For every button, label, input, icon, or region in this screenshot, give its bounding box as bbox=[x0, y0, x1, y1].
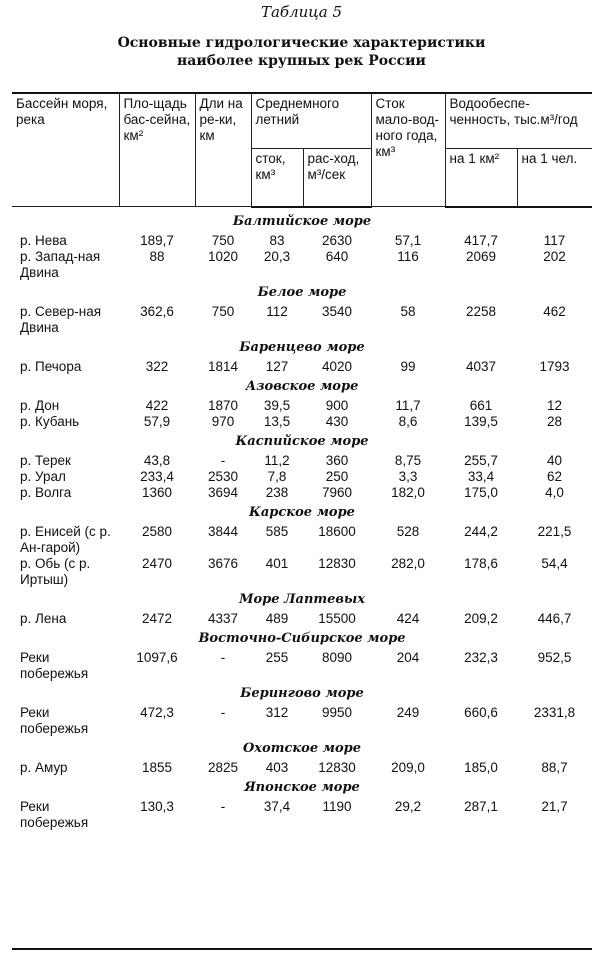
cell-river: р. Кубань bbox=[20, 413, 80, 429]
cell-per-person: 117 bbox=[543, 232, 566, 248]
cell-low: 8,75 bbox=[394, 452, 422, 468]
cell-per-km2: 139,5 bbox=[464, 413, 498, 429]
sea-group-header bbox=[12, 682, 592, 705]
sea-name: Балтийское море bbox=[232, 213, 372, 229]
table-row bbox=[12, 453, 592, 469]
table-row bbox=[12, 233, 592, 249]
cell-discharge: 9950 bbox=[321, 704, 353, 720]
cell-river: Реки побережья bbox=[20, 704, 89, 736]
cell-per-km2: 2069 bbox=[465, 248, 497, 264]
cell-discharge: 250 bbox=[325, 468, 349, 484]
cell-flow: 255 bbox=[265, 649, 289, 665]
sea-group-header bbox=[12, 207, 592, 233]
cell-low: 57,1 bbox=[394, 232, 422, 248]
header-area: Пло-щадь бас-сейна, км² bbox=[119, 93, 195, 207]
sea-name: Охотское море bbox=[242, 740, 362, 756]
sea-name: Белое море bbox=[257, 284, 347, 300]
cell-per-km2: 4037 bbox=[465, 358, 497, 374]
cell-area: 322 bbox=[145, 358, 169, 374]
cell-river: р. Север-ная Двина bbox=[20, 303, 102, 335]
cell-flow: 11,2 bbox=[264, 452, 290, 468]
cell-flow: 39,5 bbox=[263, 397, 291, 413]
sea-group-header bbox=[12, 336, 592, 359]
header-low-year: Сток мало-вод-ного года, км³ bbox=[371, 93, 445, 207]
cell-length: 1814 bbox=[207, 358, 239, 374]
sea-group-header bbox=[12, 588, 592, 611]
table-row bbox=[12, 650, 592, 682]
cell-low: 58 bbox=[400, 303, 416, 319]
cell-flow: 401 bbox=[265, 555, 289, 571]
cell-flow: 312 bbox=[265, 704, 289, 720]
header-water-supply: Водообеспе-ченность, тыс.м³/год bbox=[445, 93, 592, 149]
cell-length: 3844 bbox=[207, 523, 239, 539]
cell-discharge: 430 bbox=[325, 413, 349, 429]
cell-discharge: 15500 bbox=[318, 610, 356, 626]
cell-per-km2: 209,2 bbox=[464, 610, 498, 626]
header-per-km2: на 1 км² bbox=[445, 149, 517, 207]
cell-river: р. Енисей (с р. Ан-гарой) bbox=[20, 523, 111, 555]
cell-area: 2472 bbox=[141, 610, 173, 626]
cell-river: р. Лена bbox=[20, 610, 67, 626]
cell-flow: 83 bbox=[269, 232, 285, 248]
cell-length: - bbox=[220, 649, 226, 665]
cell-per-km2: 287,1 bbox=[464, 798, 498, 814]
bottom-rule bbox=[12, 948, 592, 950]
cell-low: 182,0 bbox=[391, 484, 425, 500]
table-row bbox=[12, 304, 592, 336]
cell-per-km2: 660,6 bbox=[464, 704, 498, 720]
cell-per-person: 28 bbox=[547, 413, 563, 429]
cell-flow: 13,5 bbox=[263, 413, 291, 429]
table-row bbox=[12, 414, 592, 430]
cell-length: 970 bbox=[211, 413, 235, 429]
table-row bbox=[12, 611, 592, 627]
cell-length: - bbox=[220, 798, 226, 814]
table-row bbox=[12, 705, 592, 737]
cell-flow: 37,4 bbox=[263, 798, 291, 814]
header-discharge: рас-ход, м³/сек bbox=[303, 149, 371, 207]
table-row bbox=[12, 398, 592, 414]
cell-area: 362,6 bbox=[140, 303, 174, 319]
cell-low: 249 bbox=[396, 704, 420, 720]
cell-per-km2: 417,7 bbox=[464, 232, 498, 248]
cell-river: Реки побережья bbox=[20, 649, 89, 681]
cell-flow: 7,8 bbox=[267, 468, 287, 484]
cell-river: р. Терек bbox=[20, 452, 71, 468]
header-mean-annual: Среднемного летний bbox=[251, 93, 371, 149]
table-title bbox=[0, 34, 603, 70]
cell-per-km2: 185,0 bbox=[464, 759, 498, 775]
cell-river: р. Амур bbox=[20, 759, 68, 775]
sea-name: Азовское море bbox=[245, 378, 359, 394]
cell-length: 750 bbox=[211, 232, 235, 248]
cell-per-person: 1793 bbox=[539, 358, 570, 374]
table-row bbox=[12, 469, 592, 485]
sea-group-header bbox=[12, 430, 592, 453]
cell-discharge: 2630 bbox=[321, 232, 353, 248]
cell-low: 99 bbox=[400, 358, 416, 374]
table-body bbox=[12, 207, 592, 831]
cell-per-person: 88,7 bbox=[541, 759, 568, 775]
cell-per-person: 54,4 bbox=[541, 555, 568, 571]
header-length: Дли на ре-ки, км bbox=[195, 93, 251, 207]
cell-discharge: 12830 bbox=[318, 555, 356, 571]
cell-length: 1020 bbox=[207, 248, 239, 264]
cell-area: 422 bbox=[145, 397, 169, 413]
cell-discharge: 4020 bbox=[321, 358, 353, 374]
cell-flow: 112 bbox=[266, 303, 288, 319]
header-per-person: на 1 чел. bbox=[517, 149, 592, 207]
sea-group-header bbox=[12, 281, 592, 304]
cell-river: р. Волга bbox=[20, 484, 72, 500]
cell-per-person: 446,7 bbox=[537, 610, 572, 626]
cell-discharge: 640 bbox=[325, 248, 349, 264]
cell-per-person: 221,5 bbox=[537, 523, 572, 539]
cell-river: р. Обь (с р. Иртыш) bbox=[20, 555, 91, 587]
cell-area: 1360 bbox=[141, 484, 173, 500]
cell-discharge: 360 bbox=[325, 452, 349, 468]
cell-flow: 585 bbox=[265, 523, 289, 539]
cell-low: 528 bbox=[396, 523, 420, 539]
cell-discharge: 18600 bbox=[318, 523, 356, 539]
cell-per-km2: 178,6 bbox=[464, 555, 498, 571]
cell-per-km2: 33,4 bbox=[467, 468, 495, 484]
cell-discharge: 900 bbox=[325, 397, 349, 413]
cell-area: 189,7 bbox=[140, 232, 174, 248]
cell-flow: 403 bbox=[265, 759, 289, 775]
cell-per-person: 4,0 bbox=[545, 484, 564, 500]
cell-area: 1097,6 bbox=[136, 649, 178, 665]
table-row bbox=[12, 524, 592, 556]
table-row bbox=[12, 359, 592, 375]
cell-area: 1855 bbox=[141, 759, 173, 775]
cell-per-person: 21,7 bbox=[541, 798, 568, 814]
cell-per-person: 462 bbox=[543, 303, 566, 319]
cell-low: 209,0 bbox=[391, 759, 425, 775]
cell-low: 424 bbox=[396, 610, 420, 626]
cell-per-km2: 232,3 bbox=[464, 649, 498, 665]
cell-length: 2530 bbox=[207, 468, 239, 484]
cell-discharge: 7960 bbox=[321, 484, 353, 500]
table-row bbox=[12, 556, 592, 588]
sea-name: Японское море bbox=[244, 779, 360, 795]
cell-river: р. Урал bbox=[20, 468, 66, 484]
cell-length: 1870 bbox=[207, 397, 239, 413]
cell-per-km2: 244,2 bbox=[464, 523, 498, 539]
cell-length: - bbox=[220, 704, 226, 720]
sea-group-header bbox=[12, 737, 592, 760]
cell-low: 11,7 bbox=[395, 397, 421, 413]
sea-group-header bbox=[12, 776, 592, 799]
cell-area: 472,3 bbox=[140, 704, 174, 720]
cell-area: 233,4 bbox=[140, 468, 174, 484]
cell-area: 130,3 bbox=[140, 798, 174, 814]
cell-low: 29,2 bbox=[394, 798, 422, 814]
cell-per-person: 2331,8 bbox=[533, 704, 576, 720]
hydrology-table bbox=[12, 92, 592, 831]
cell-length: 750 bbox=[211, 303, 235, 319]
sea-group-header bbox=[12, 375, 592, 398]
cell-area: 2470 bbox=[141, 555, 173, 571]
sea-name: Карское море bbox=[249, 504, 355, 520]
cell-per-person: 40 bbox=[547, 452, 563, 468]
table-row bbox=[12, 485, 592, 501]
cell-low: 8,6 bbox=[398, 413, 418, 429]
header-flow: сток, км³ bbox=[251, 149, 303, 207]
cell-per-km2: 175,0 bbox=[464, 484, 498, 500]
cell-length: 2825 bbox=[207, 759, 239, 775]
cell-area: 88 bbox=[149, 248, 165, 264]
cell-area: 2580 bbox=[141, 523, 173, 539]
cell-low: 3,3 bbox=[398, 468, 418, 484]
sea-name: Море Лаптевых bbox=[239, 591, 365, 607]
table-row bbox=[12, 760, 592, 776]
cell-low: 116 bbox=[397, 248, 419, 264]
cell-per-person: 62 bbox=[547, 468, 563, 484]
cell-river: р. Дон bbox=[20, 397, 60, 413]
cell-per-km2: 2258 bbox=[465, 303, 497, 319]
cell-per-person: 952,5 bbox=[537, 649, 572, 665]
cell-flow: 489 bbox=[265, 610, 289, 626]
cell-discharge: 12830 bbox=[318, 759, 356, 775]
sea-name: Берингово море bbox=[240, 685, 364, 701]
cell-discharge: 3540 bbox=[321, 303, 353, 319]
sea-name: Восточно-Сибирское море bbox=[198, 630, 406, 646]
sea-name: Каспийское море bbox=[235, 433, 369, 449]
table-row bbox=[12, 249, 592, 281]
cell-low: 282,0 bbox=[391, 555, 425, 571]
cell-flow: 127 bbox=[265, 358, 289, 374]
cell-length: 3694 bbox=[207, 484, 239, 500]
cell-river: Реки побережья bbox=[20, 798, 89, 830]
cell-river: р. Нева bbox=[20, 232, 67, 248]
title-line-1: Основные гидрологические характеристики bbox=[117, 35, 486, 51]
cell-discharge: 8090 bbox=[321, 649, 353, 665]
cell-river: р. Печора bbox=[20, 358, 82, 374]
sea-name: Баренцево море bbox=[239, 339, 365, 355]
cell-river: р. Запад-ная Двина bbox=[20, 248, 101, 280]
sea-group-header bbox=[12, 501, 592, 524]
cell-area: 43,8 bbox=[143, 452, 171, 468]
cell-flow: 20,3 bbox=[263, 248, 291, 264]
sea-group-header bbox=[12, 627, 592, 650]
title-line-2: наиболее крупных рек России bbox=[177, 53, 426, 69]
table-row bbox=[12, 799, 592, 831]
cell-discharge: 1190 bbox=[322, 798, 352, 814]
cell-per-km2: 255,7 bbox=[464, 452, 498, 468]
cell-per-person: 202 bbox=[543, 248, 566, 264]
cell-low: 204 bbox=[396, 649, 420, 665]
cell-length: - bbox=[220, 452, 226, 468]
cell-length: 3676 bbox=[207, 555, 239, 571]
cell-flow: 238 bbox=[265, 484, 289, 500]
table-caption: Таблица 5 bbox=[260, 3, 343, 21]
cell-area: 57,9 bbox=[143, 413, 171, 429]
cell-length: 4337 bbox=[207, 610, 239, 626]
header-basin: Бассейн моря, река bbox=[12, 93, 119, 207]
cell-per-km2: 661 bbox=[469, 397, 493, 413]
cell-per-person: 12 bbox=[547, 397, 563, 413]
